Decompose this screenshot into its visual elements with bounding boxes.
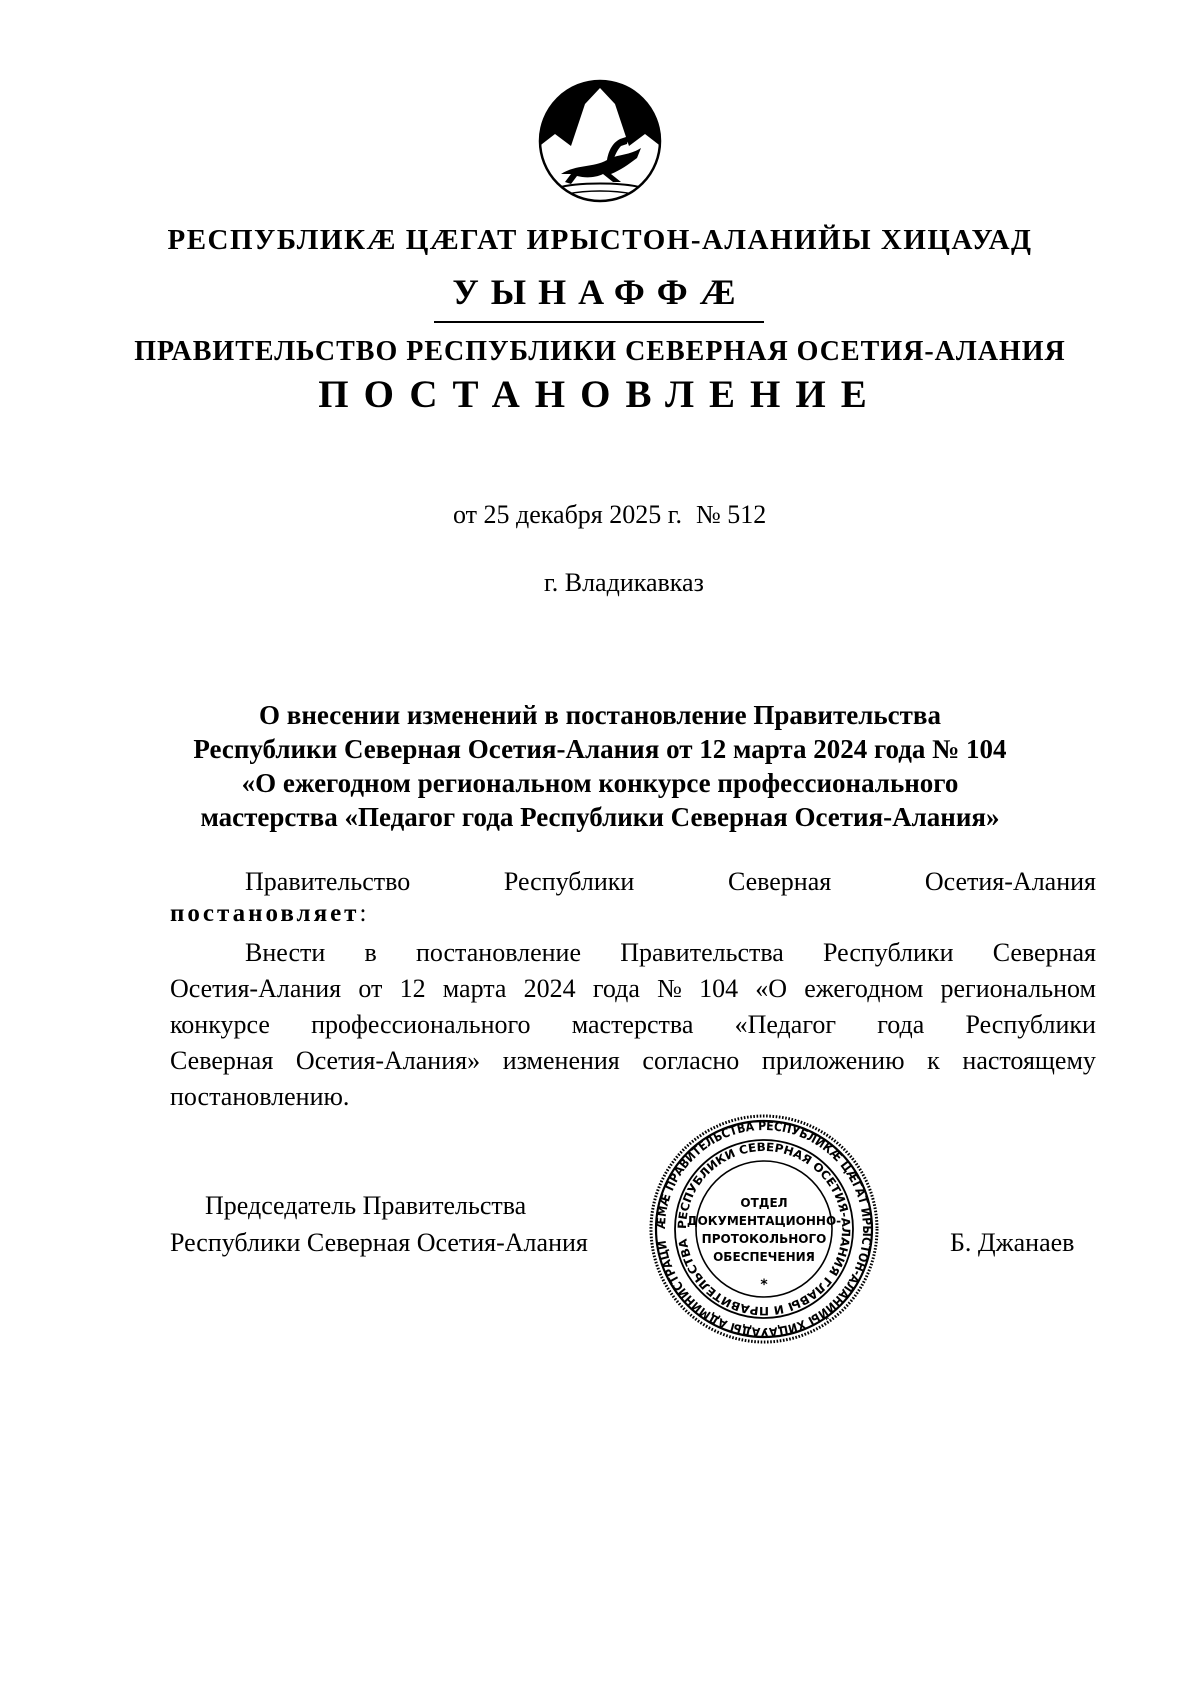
title-line: О внесении изменений в постановление Правительства: [259, 700, 941, 730]
body-word: 2024: [523, 974, 576, 1003]
body-line: [170, 1043, 1096, 1079]
body-word: 12: [399, 974, 426, 1003]
signatory-position-line2: Республики Северная Осетия-Алания: [170, 1228, 588, 1257]
body-word: мастерства: [571, 1010, 694, 1039]
intro-word: Осетия-Алания: [924, 867, 1096, 896]
body-line: [170, 1079, 1096, 1115]
body-word: согласно: [642, 1046, 740, 1075]
body-word: марта: [442, 974, 507, 1003]
body-line: [170, 1007, 1096, 1043]
body-word: ежегодном: [804, 974, 924, 1003]
body-word: в: [364, 938, 377, 967]
body-word: Внести: [245, 938, 326, 967]
seal-center-line: ОТДЕЛ: [740, 1196, 788, 1210]
intro-line: [245, 867, 1096, 897]
signatory-position-line1: Председатель Правительства: [205, 1191, 527, 1220]
body-word: «О: [755, 974, 788, 1003]
intro-word: Республики: [503, 867, 635, 896]
coat-of-arms-icon: [537, 78, 663, 204]
seal-center-line: ОБЕСПЕЧЕНИЯ: [713, 1250, 815, 1264]
body-word: региональном: [940, 974, 1096, 1003]
russian-authority-heading: ПРАВИТЕЛЬСТВО РЕСПУБЛИКИ СЕВЕРНАЯ ОСЕТИЯ-АЛАНИЯ: [134, 336, 1066, 367]
body-word: «Педагог: [734, 1010, 837, 1039]
body-word: к: [927, 1046, 940, 1075]
title-line: мастерства «Педагог года Республики Северная Осетия-Алания»: [200, 802, 1000, 832]
title-line: «О ежегодном региональном конкурсе профессионального: [241, 768, 959, 798]
document-date-line: [453, 500, 766, 530]
intro-word: Правительство: [245, 867, 411, 896]
ossetian-document-type: УЫНАФФÆ: [452, 272, 748, 312]
body-word: Северная: [992, 938, 1096, 967]
body-word: 104: [699, 974, 739, 1003]
russian-document-type: ПОСТАНОВЛЕНИЕ: [318, 373, 882, 416]
decree-word-text: постановляет: [170, 900, 360, 927]
body-word: постановление: [415, 938, 582, 967]
intro-word: Северная: [727, 867, 832, 896]
seal-star: *: [760, 1277, 768, 1293]
body-word: от: [358, 974, 383, 1003]
body-word: года: [592, 974, 640, 1003]
document-number: № 512: [696, 500, 767, 529]
decree-colon: :: [359, 900, 367, 927]
body-word: Республики: [965, 1010, 1096, 1039]
body-word: изменения: [502, 1046, 620, 1075]
body-word: Правительства: [620, 938, 784, 967]
body-word: настоящему: [962, 1046, 1096, 1075]
body-word: профессионального: [311, 1010, 531, 1039]
body-word: Северная: [170, 1046, 274, 1075]
body-word: постановлению.: [170, 1082, 350, 1111]
seal-inner-text: РЕСПУБЛИКИ СЕВЕРНАЯ ОСЕТИЯ-АЛАНИЯ ГЛАВЫ И ПРАВИТЕЛЬСТВА: [674, 1139, 854, 1319]
body-paragraph: [170, 935, 1096, 1115]
body-word: Осетия-Алания: [170, 974, 342, 1003]
ossetian-authority-heading: РЕСПУБЛИКÆ ЦÆГАТ ИРЫСТОН-АЛАНИЙЫ ХИЦАУАД: [167, 224, 1033, 256]
body-word: №: [657, 974, 682, 1003]
body-word: Республики: [823, 938, 954, 967]
document-title: [160, 698, 1040, 834]
official-seal-icon: [648, 1113, 880, 1345]
body-word: приложению: [761, 1046, 905, 1075]
document-date: от 25 декабря 2025 г.: [453, 500, 682, 529]
body-word: конкурсе: [170, 1010, 270, 1039]
body-line: [170, 935, 1096, 971]
body-word: Осетия-Алания»: [295, 1046, 481, 1075]
seal-outer-text: ÆМÆ ПРАВИТЕЛЬСТВА РЕСПУБЛИКÆ ЦÆГАТ ИРЫСТОН-АЛАНИЙЫ ХИЦАУАДЫ АДМИНИСТРАЦИ: [652, 1117, 876, 1341]
body-line: [170, 971, 1096, 1007]
title-line: Республики Северная Осетия-Алания от 12 марта 2024 года № 104: [193, 734, 1007, 764]
decree-word: [170, 900, 366, 928]
seal-center-line: ДОКУМЕНТАЦИОННО-: [686, 1214, 842, 1228]
body-word: года: [877, 1010, 925, 1039]
document-city: г. Владикавказ: [544, 568, 704, 597]
seal-center-line: ПРОТОКОЛЬНОГО: [701, 1232, 827, 1246]
signatory-name: Б. Джанаев: [950, 1228, 1075, 1257]
heading-divider: [434, 321, 764, 323]
